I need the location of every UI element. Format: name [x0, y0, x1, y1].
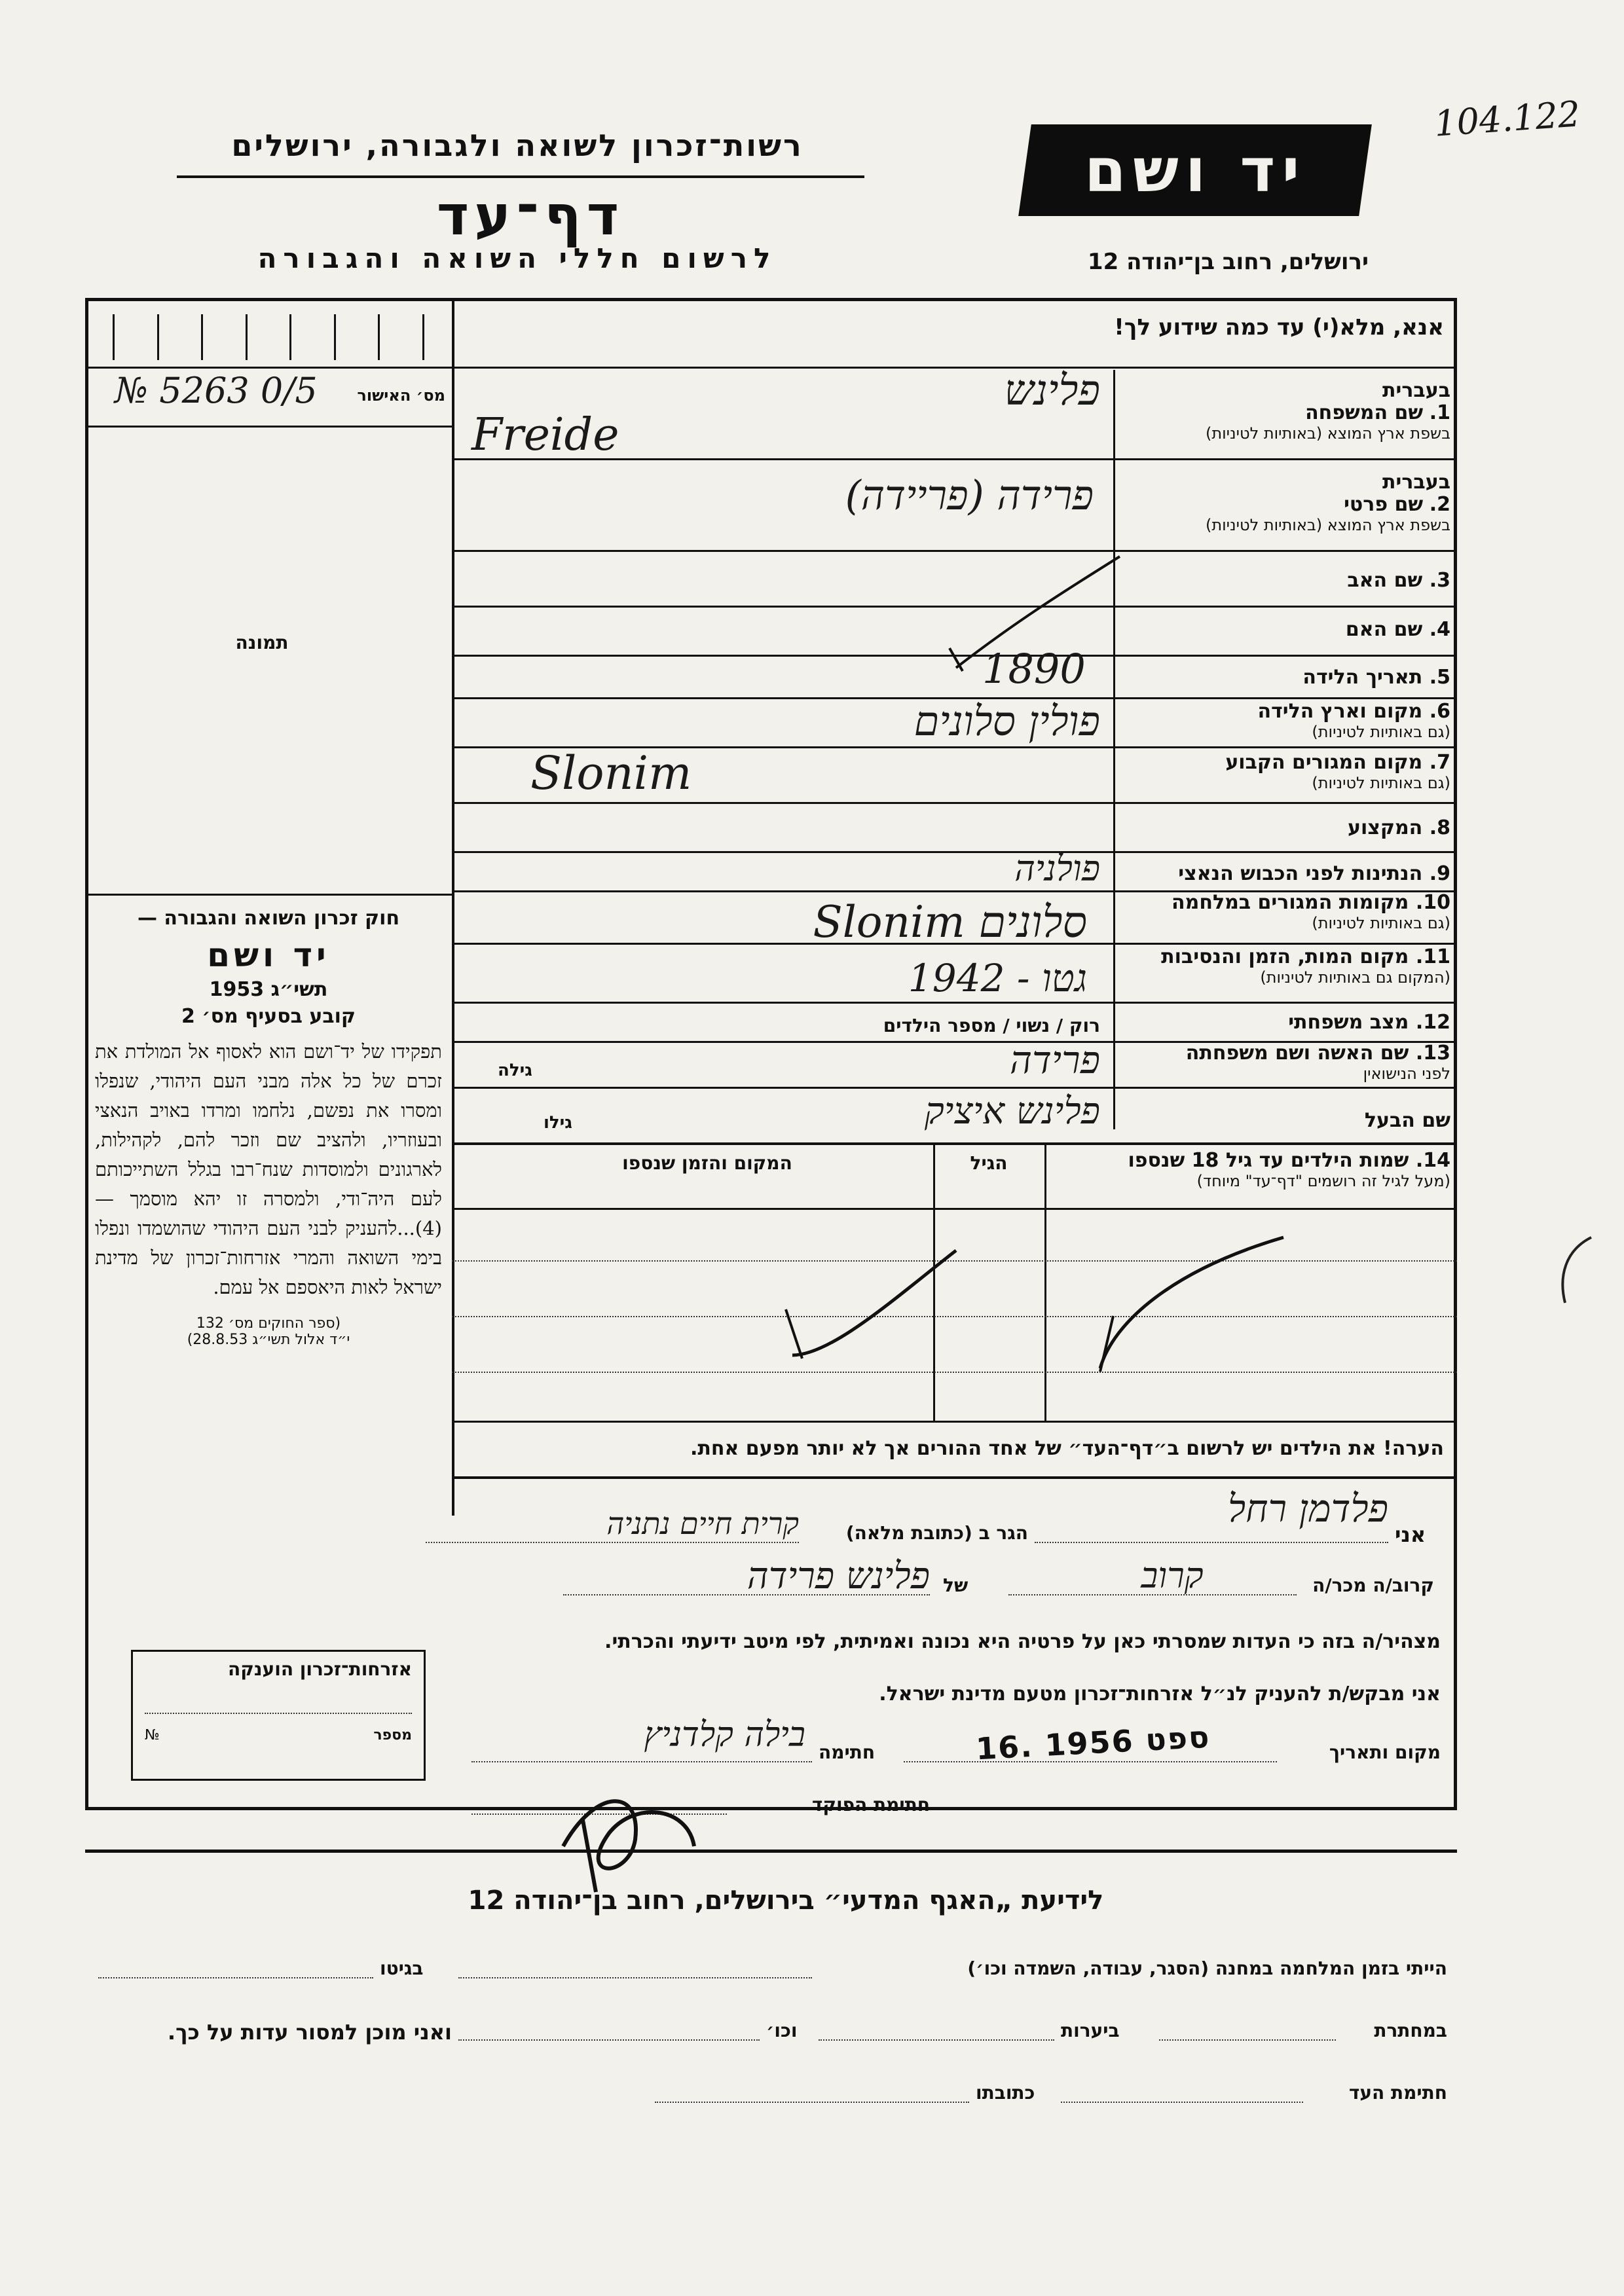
field-citizenship: [1120, 863, 1450, 885]
certificate-ticks: [92, 314, 445, 360]
bottom-line3-field-a: [1061, 2102, 1303, 2103]
children-label: שמות הילדים עד גיל 18 שנספו: [1128, 1149, 1409, 1172]
field-7-sub: (גם באותיות לטיניות): [1312, 774, 1450, 792]
field-residence: [1120, 752, 1450, 792]
children-sub: (מעל לגיל זה רושמים "דף־עד" מיוחד): [1196, 1172, 1450, 1190]
field-12-num: 12.: [1415, 1011, 1450, 1034]
citizenship-number-label: מספר: [373, 1727, 412, 1743]
field-6-sub: (גם באותיות לטיניות): [1312, 723, 1450, 741]
residence-value: Slonim: [530, 746, 692, 800]
field-1-num: 1.: [1429, 401, 1450, 424]
bottom-line3-a: חתימת העד: [1348, 2082, 1447, 2104]
war-residence-value: סלונים Slonim: [813, 897, 1087, 947]
field-marital-status: [1120, 1011, 1450, 1034]
field-7-label: מקום המגורים הקבוע: [1225, 751, 1423, 774]
officer-signature-scribble: [537, 1768, 720, 1899]
children-strike-2: [773, 1231, 969, 1388]
law-box-top: [85, 894, 452, 896]
field-11-num: 11.: [1415, 945, 1450, 968]
children-note: הערה! את הילדים יש לרשום ב״דף־העד״ של אחד ההורים אך לא יותר מפעם אחת.: [690, 1437, 1444, 1460]
bottom-line3-field-b: [655, 2102, 969, 2103]
field-6-label: מקום וארץ הלידה: [1257, 700, 1423, 723]
law-clause: קובע בסעיף מס׳ 2: [181, 1005, 356, 1028]
intro-text: אנא, מלא(י) עד כמה שידוע לך!: [1114, 314, 1444, 340]
decl-date-stamp: 16. ספט 1956: [974, 1719, 1211, 1767]
left-column-divider: [452, 298, 454, 1516]
field-2-num: 2.: [1429, 493, 1450, 516]
certificate-row-top: [85, 367, 452, 369]
field-1-label: שם המשפחה: [1305, 401, 1424, 424]
field-3-label: שם האב: [1347, 569, 1423, 592]
field-10-num: 10.: [1415, 891, 1450, 914]
family-name-hebrew-value: פלינש: [1004, 367, 1100, 415]
bottom-line2-b: ביערות: [1061, 2020, 1120, 2041]
law-ref-1: (ספר החוקים מס׳ 132: [196, 1315, 341, 1332]
citizenship-box: [131, 1650, 426, 1781]
field-13-sub: לפני הנישואין: [1363, 1065, 1450, 1083]
bottom-line2-field-b: [819, 2039, 1054, 2041]
field-5-num: 5.: [1429, 666, 1450, 689]
field-occupation: [1120, 817, 1450, 839]
form-title: דף־עד: [436, 183, 625, 247]
citizenship-value: פולניה: [1014, 848, 1100, 889]
marital-status-options: רוק / נשוי / מספר הילדים: [883, 1015, 1100, 1036]
yad-vashem-logo: [1018, 124, 1372, 216]
family-name-latin-value: Freide: [471, 409, 619, 461]
citizenship-no: №: [145, 1727, 160, 1743]
field-3-num: 3.: [1429, 569, 1450, 592]
children-head-line: [452, 1208, 1457, 1210]
field-2-hebrew-tag: בעברית: [1382, 471, 1450, 494]
row-husband-divider: [452, 1142, 1457, 1145]
bottom-line2-field-a: [1159, 2039, 1336, 2041]
law-box: [95, 907, 442, 1348]
field-10-sub: (גם באותיות לטיניות): [1312, 914, 1450, 932]
bottom-line2-c: וכו׳: [766, 2020, 798, 2041]
certificate-label: מס׳ האישור: [357, 386, 445, 405]
death-value: גטו - 1942: [908, 956, 1087, 1000]
first-name-hebrew-value: פרידה (פריידה): [845, 471, 1094, 519]
field-2-label: שם פרטי: [1344, 493, 1424, 516]
row-13-divider: [452, 1087, 1457, 1089]
bottom-title: לידיעת „האגף המדעי״ בירושלים, רחוב בן־יהודה 12: [468, 1886, 1104, 1916]
note-divider: [452, 1476, 1457, 1479]
field-birth-place: [1120, 701, 1450, 741]
law-ref-2: י״ד אלול תשי״ג 28.8.53): [187, 1332, 350, 1348]
decl-i-value: פלדמן רחל: [1228, 1486, 1388, 1531]
citizenship-title: אזרחות־זכרון הוענקה: [228, 1658, 412, 1680]
field-4-label: שם האם: [1345, 618, 1423, 641]
authority-underline: [177, 175, 864, 178]
field-9-num: 9.: [1429, 862, 1450, 885]
field-10-label: מקומות המגורים במלחמה: [1172, 891, 1409, 914]
decl-request: אני מבקש/ת להעניק לנ״ל אזרחות־זכרון מטעם מדינת ישראל.: [879, 1683, 1441, 1705]
birth-place-value: פולין סלונים: [913, 697, 1100, 745]
bottom-line1-b: בגיטו: [380, 1958, 424, 1979]
field-4-num: 4.: [1429, 618, 1450, 641]
decl-relative-value: קרוב: [1141, 1555, 1204, 1596]
bottom-line1-field: [458, 1977, 812, 1978]
children-header: [1048, 1149, 1450, 1190]
decl-place-date-label: מקום ותאריך: [1329, 1741, 1441, 1763]
logo-text: יד ושם: [1084, 135, 1306, 206]
decl-statement: מצהיר/ה בזה כי העדות שמסרתי כאן על פרטיה היא נכונה ואמיתית, לפי מיטב ידיעתי והכרתי.: [604, 1630, 1441, 1653]
decl-officer-label: חתימת הפוקד: [811, 1794, 930, 1815]
header-address: ירושלים, רחוב בן־יהודה 12: [1087, 249, 1369, 275]
field-11-sub: (המקום גם באותיות לטיניות): [1260, 968, 1450, 987]
children-num: 14.: [1415, 1149, 1450, 1172]
children-col-place: המקום והזמן שנספו: [622, 1152, 792, 1174]
bottom-line1-a: הייתי בזמן המלחמה במחנה (הסגר, עבודה, השמדה וכו׳): [967, 1958, 1447, 1979]
wife-age-label: גילה: [498, 1061, 532, 1080]
field-7-num: 7.: [1429, 751, 1450, 774]
decl-relative-label: קרוב/ה מכר/ה: [1312, 1575, 1434, 1596]
field-2-sub: בשפת ארץ המוצא (באותיות לטיניות): [1206, 516, 1450, 534]
decl-of-value: פלינש פרידה: [747, 1555, 930, 1597]
bottom-line2-d: ואני מוכן למסור עדות על כך.: [167, 2020, 452, 2045]
field-family-name: [1120, 380, 1450, 443]
wife-name-value: פרידה: [1009, 1038, 1100, 1082]
children-col-age: הגיל: [970, 1152, 1008, 1174]
decl-of-label: של: [943, 1575, 969, 1596]
law-year: תשי״ג 1953: [209, 978, 328, 1001]
decl-address-line: [426, 1542, 799, 1543]
decl-signature-value: בילה קלדניץ: [644, 1715, 805, 1755]
law-text: תפקידו של יד־ושם הוא לאסוף אל המולדת את זכרם של כל אלה מבני העם היהודי, שנפלו ומסרו את נפשם, נלחמו ומרדו באויב הנאצי ובעוזריו, ולהציב שם וזכר להם, לקהילות, לארגונים ולמוסדות שנח־רבו בגלל השתייכותם לעם היה־ודי, ולמסרה זו יהא מוסמך — (4)...להעניק לבני העם היהודי שהושמדו ונפלו בימי השואה והמרי אזרחות־זכרון של מדינת ישראל לאות היאספם אל עמם.: [95, 1040, 442, 1298]
row-11-divider: [452, 1002, 1457, 1004]
bottom-line2-field-c: [458, 2039, 760, 2041]
field-birth-date: [1120, 666, 1450, 689]
row-7-divider: [452, 802, 1457, 804]
field-1-sub: בשפת ארץ המוצא (באותיות לטיניות): [1206, 424, 1450, 443]
husband-age-label: גילו: [544, 1113, 572, 1133]
birth-date-value: 1890: [982, 645, 1086, 693]
field-8-num: 8.: [1429, 816, 1450, 839]
husband-name-value: פלינש איציק: [924, 1090, 1100, 1133]
bottom-section-divider: [85, 1850, 1457, 1853]
field-husband-label: שם הבעל: [1364, 1109, 1450, 1132]
margin-mark: [1552, 1231, 1604, 1309]
children-strike-1: [1074, 1218, 1297, 1388]
decl-resides-label: הגר ב (כתובת מלאה): [845, 1522, 1028, 1544]
field-8-label: המקצוע: [1347, 816, 1423, 839]
photo-label: תמונה: [235, 632, 289, 653]
field-13-label: שם האשה ושם משפחתה: [1185, 1042, 1409, 1065]
field-war-residence: [1120, 892, 1450, 932]
decl-i-line: [1035, 1542, 1388, 1543]
labels-column-divider: [1113, 370, 1115, 1129]
field-5-label: תאריך הלידה: [1302, 666, 1423, 689]
field-death: [1120, 946, 1450, 987]
bottom-line3-b: כתובתו: [976, 2082, 1035, 2104]
field-wife-name: [1120, 1042, 1450, 1083]
decl-address-value: קרית חיים נתניה: [606, 1506, 799, 1541]
decl-signature-line: [471, 1761, 812, 1762]
decl-place-date-line: [904, 1761, 1277, 1762]
bottom-line2-a: במחתרת: [1374, 2020, 1447, 2041]
field-father-name: [1120, 570, 1450, 592]
certificate-number: № 5263 0/5: [115, 370, 318, 411]
corner-handwritten-number: 104.122: [1433, 93, 1582, 145]
certificate-row-bottom: [85, 426, 452, 428]
field-12-label: מצב משפחתי: [1288, 1011, 1409, 1034]
field-6-num: 6.: [1429, 700, 1450, 723]
authority-name: רשות־זכרון לשואה ולגבורה, ירושלים: [231, 128, 803, 163]
children-col-divider-1: [1044, 1142, 1046, 1421]
field-mother-name: [1120, 619, 1450, 641]
field-husband-name: [1120, 1110, 1450, 1132]
field-1-hebrew-tag: בעברית: [1382, 379, 1450, 402]
decl-signature-label: חתימה: [819, 1741, 876, 1763]
field-11-label: מקום המות, הזמן והנסיבות: [1161, 945, 1409, 968]
field-9-label: הנתינות לפני הכבוש הנאצי: [1178, 862, 1423, 885]
row-10-divider: [452, 943, 1457, 945]
bottom-line1-ghetto-field: [98, 1977, 373, 1978]
field-first-name: [1120, 471, 1450, 534]
decl-i-label: אני: [1395, 1522, 1426, 1547]
law-name: יד ושם: [207, 936, 330, 974]
field-13-num: 13.: [1415, 1042, 1450, 1065]
children-table-bottom: [452, 1421, 1457, 1423]
law-title: חוק זכרון השואה והגבורה —: [137, 907, 400, 930]
form-subtitle: לרשום חללי השואה והגבורה: [257, 242, 777, 274]
row-1-divider: [452, 458, 1457, 460]
